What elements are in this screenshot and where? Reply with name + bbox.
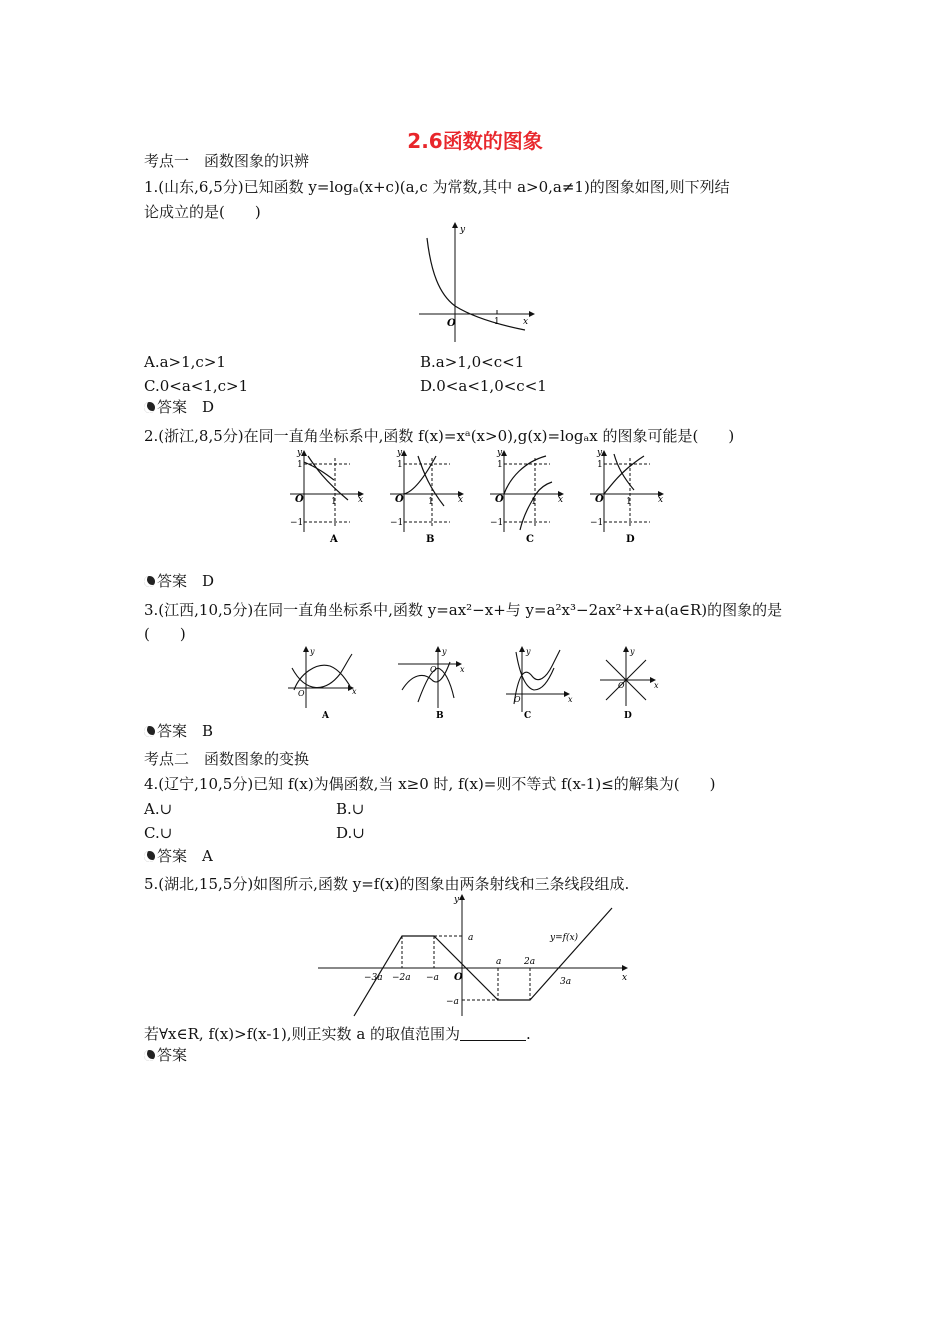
graph-label: x: [458, 495, 464, 505]
graph-label: −2a: [392, 973, 411, 983]
graph-label: −1: [390, 518, 404, 528]
graph-label: x: [568, 695, 573, 704]
graph-label: 1: [626, 497, 632, 507]
graph-label: x: [558, 495, 564, 505]
section-heading: 考点二 函数图象的变换: [144, 750, 310, 768]
origin-label: O: [447, 318, 456, 329]
answer-blank[interactable]: [460, 1026, 526, 1041]
graph-label: x: [658, 495, 664, 505]
section-heading: 考点一 函数图象的识辨: [144, 152, 310, 170]
answer-text: 答案 D: [157, 398, 215, 416]
graph-label: 1: [597, 460, 603, 470]
graph-label: 1: [428, 497, 434, 507]
graph-label: y: [526, 647, 531, 656]
question-3-graph-d: [598, 646, 674, 722]
answer-icon: [144, 726, 155, 737]
graph-label: x: [622, 973, 628, 983]
graph-label: −1: [490, 518, 504, 528]
graph-label: y: [442, 647, 447, 656]
graph-label: O: [395, 494, 404, 505]
graph-label: −1: [290, 518, 304, 528]
answer-icon: [144, 851, 155, 862]
graph-label: y: [454, 895, 460, 905]
graph-label: x: [654, 681, 659, 690]
graph-label: y: [310, 647, 315, 656]
option-a: A.a>1,c>1: [144, 353, 226, 371]
graph-label: O: [454, 972, 463, 983]
graph-label: y: [630, 647, 635, 656]
graph-label: x: [460, 665, 465, 674]
graph-label: −a: [446, 997, 459, 1007]
y-axis-label: y: [460, 225, 466, 235]
graph-label: a: [468, 933, 474, 943]
option-d: D.0<a<1,0<c<1: [420, 377, 547, 395]
option-b: B.a>1,0<c<1: [420, 353, 525, 371]
graph-label: −a: [426, 973, 439, 983]
question-3-graph-a: [286, 646, 362, 722]
answer-icon: [144, 576, 155, 587]
answer-text: 答案: [157, 1046, 188, 1064]
question-3-text: 3.(江西,10,5分)在同一直角坐标系中,函数 y=ax²−x+与 y=a²x³−2ax²+x+a(a∈R)的图象的是: [144, 601, 783, 619]
option-a: A.∪: [144, 800, 173, 818]
graph-label: O: [618, 681, 625, 690]
graph-label: 1: [397, 460, 403, 470]
graph-label: −3a: [364, 973, 383, 983]
graph-label: 1: [497, 460, 503, 470]
graph-label: 2a: [524, 957, 536, 967]
graph-label: D: [624, 711, 632, 721]
graph-label: O: [595, 494, 604, 505]
question-3-graph-b: [396, 646, 472, 722]
graph-label: B: [426, 534, 435, 545]
option-b: B.∪: [336, 800, 365, 818]
function-label: y=f(x): [550, 933, 579, 943]
question-2-graph-c: [488, 448, 568, 544]
graph-label: A: [330, 534, 338, 545]
answer-text: 答案 A: [157, 847, 213, 865]
answer-5: [144, 1045, 187, 1065]
graph-label: O: [514, 695, 521, 704]
question-1-text: 1.(山东,6,5分)已知函数 y=logₐ(x+c)(a,c 为常数,其中 a>0,a≠1)的图象如图,则下列结: [144, 178, 730, 196]
graph-label: D: [626, 534, 635, 545]
answer-2: [144, 571, 214, 591]
question-5-text: 5.(湖北,15,5分)如图所示,函数 y=f(x)的图象由两条射线和三条线段组成.: [144, 875, 630, 893]
graph-label: x: [358, 495, 364, 505]
question-2-text: 2.(浙江,8,5分)在同一直角坐标系中,函数 f(x)=xᵃ(x>0),g(x)=logₐx 的图象可能是( ): [144, 427, 735, 445]
question-5-graph: [316, 892, 636, 1020]
graph-label: O: [430, 665, 437, 674]
question-2-graph-a: [288, 448, 368, 544]
graph-label: 1: [297, 460, 303, 470]
tick-label: 1: [494, 317, 500, 327]
graph-label: x: [352, 687, 357, 696]
answer-1: [144, 397, 214, 417]
x-axis-label: x: [523, 317, 529, 327]
graph-label: 3a: [560, 977, 572, 987]
answer-icon: [144, 402, 155, 413]
graph-label: O: [495, 494, 504, 505]
answer-icon: [144, 1050, 155, 1061]
question-2-graph-d: [588, 448, 668, 544]
question-2-graph-b: [388, 448, 468, 544]
answer-text: 答案 D: [157, 572, 215, 590]
answer-3: [144, 721, 213, 741]
question-3-text-cont: ( ): [144, 625, 186, 643]
graph-label: −1: [590, 518, 604, 528]
option-c: C.∪: [144, 824, 173, 842]
graph-label: C: [524, 711, 532, 721]
option-c: C.0<a<1,c>1: [144, 377, 249, 395]
graph-label: a: [496, 957, 502, 967]
graph-label: A: [322, 711, 329, 721]
graph-label: y: [497, 448, 503, 458]
question-1-graph: [415, 222, 535, 346]
graph-label: y: [297, 448, 303, 458]
question-5-statement: 若∀x∈R, f(x)>f(x-1),则正实数 a 的取值范围为: [144, 1025, 461, 1043]
question-3-graph-c: [504, 646, 580, 722]
option-d: D.∪: [336, 824, 365, 842]
question-5-text-cont: 若∀x∈R, f(x)>f(x-1),则正实数 a 的取值范围为 .: [144, 1025, 531, 1043]
page-title: 2.6函数的图象: [407, 129, 543, 153]
graph-label: O: [298, 689, 305, 698]
graph-label: C: [526, 534, 534, 545]
graph-label: 1: [531, 497, 537, 507]
question-4-text: 4.(辽宁,10,5分)已知 f(x)为偶函数,当 x≥0 时, f(x)=则不等式 f(x-1)≤的解集为( ): [144, 775, 716, 793]
graph-label: y: [597, 448, 603, 458]
answer-4: [144, 846, 213, 866]
graph-label: 1: [331, 497, 337, 507]
graph-label: O: [295, 494, 304, 505]
question-1-text-cont: 论成立的是( ): [144, 203, 261, 221]
answer-text: 答案 B: [157, 722, 214, 740]
graph-label: y: [397, 448, 403, 458]
graph-label: B: [436, 711, 444, 721]
